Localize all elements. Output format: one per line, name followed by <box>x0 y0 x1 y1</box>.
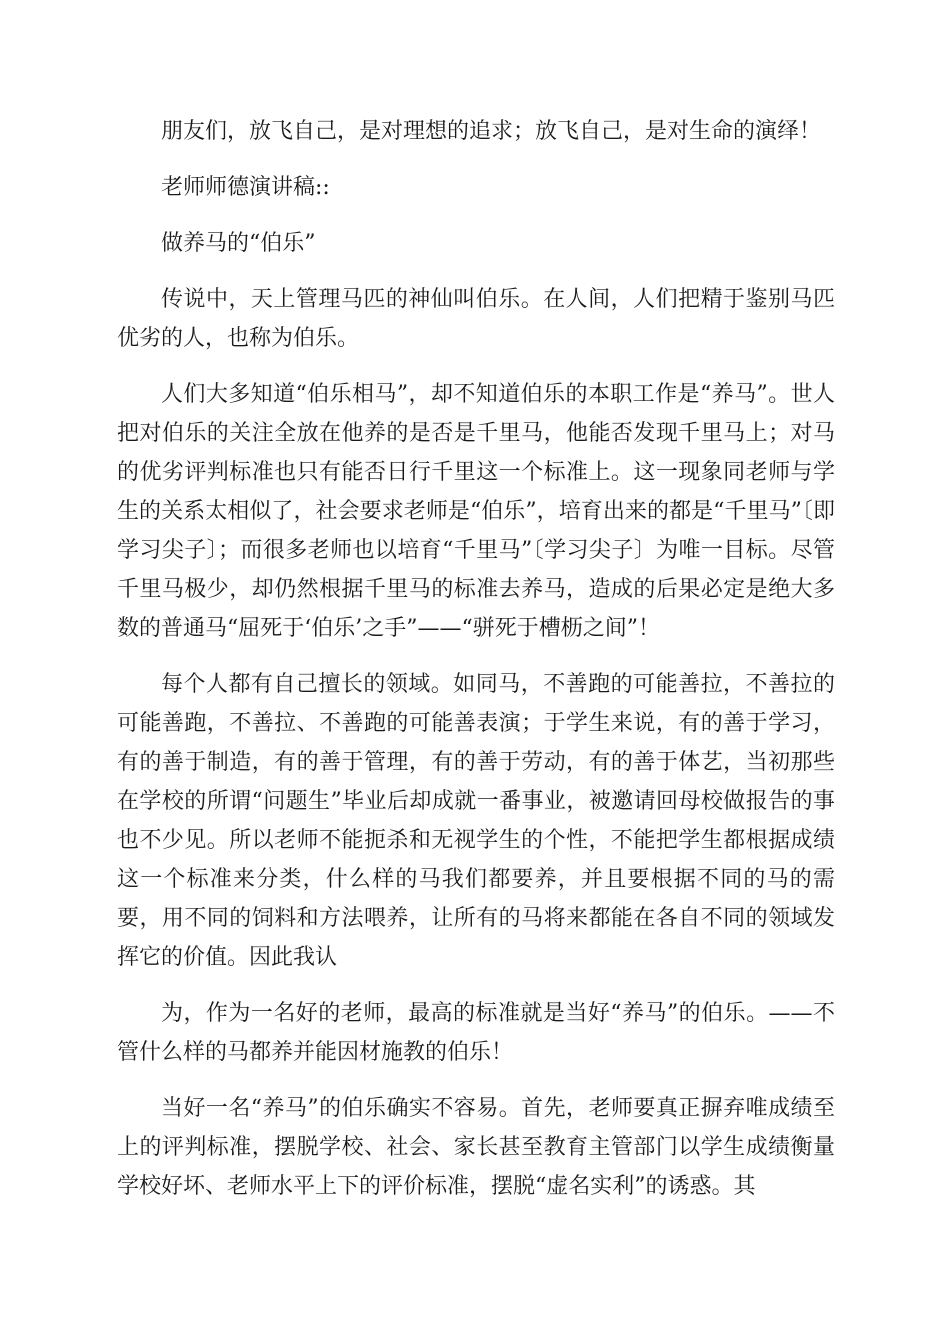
document-page <box>117 112 835 1206</box>
paragraph-not-easy: 当好一名“养马”的伯乐确实不容易。首先，老师要真正摒弃唯成绩至上的评判标准，摆脱学校、社会、家长甚至教育主管部门以学生成绩衡量学校好坏、老师水平上下的评价标准，摆脱“虚名实利”的诱惑。其 <box>117 1096 835 1199</box>
paragraph-speech-heading: 老师师德演讲稿:: <box>161 175 330 200</box>
paragraph-speech-title: 做养马的“伯乐” <box>161 231 316 256</box>
paragraph-bole-xiangma: 人们大多知道“伯乐相马”，却不知道伯乐的本职工作是“养马”。世人把对伯乐的关注全放在他养的是否是千里马，他能否发现千里马上；对马的优劣评判标准也只有能否日行千里这一个标准上。这一现象同老师与学生的关系太相似了，社会要求老师是“伯乐”，培育出来的都是“千里马”〔即学习尖子〕；而很多老师也以培育“千里马”〔学习尖子〕为唯一目标。尽管千里马极少，却仍然根据千里马的标准去养马，造成的后果必定是绝大多数的普通马“屈死于‘伯乐’之手”——“骈死于槽枥之间”！ <box>117 382 835 641</box>
paragraph-closing-line: 朋友们，放飞自己，是对理想的追求；放飞自己，是对生命的演绎！ <box>161 119 822 144</box>
paragraph-legend: 传说中，天上管理马匹的神仙叫伯乐。在人间，人们把精于鉴别马匹优劣的人，也称为伯乐。 <box>117 287 835 351</box>
paragraph-strengths: 每个人都有自己擅长的领域。如同马，不善跑的可能善拉，不善拉的可能善跑，不善拉、不善跑的可能善表演；于学生来说，有的善于学习，有的善于制造，有的善于管理，有的善于劳动，有的善于体艺，当初那些在学校的所谓“问题生”毕业后却成就一番事业，被邀请回母校做报告的事也不少见。所以老师不能扼杀和无视学生的个性，不能把学生都根据成绩这一个标准来分类，什么样的马我们都要养，并且要根据不同的马的需要，用不同的饲料和方法喂养，让所有的马将来都能在各自不同的领域发挥它的价值。因此我认 <box>117 672 835 970</box>
paragraph-good-teacher: 为，作为一名好的老师，最高的标准就是当好“养马”的伯乐。——不管什么样的马都养并能因材施教的伯乐！ <box>117 1001 835 1065</box>
